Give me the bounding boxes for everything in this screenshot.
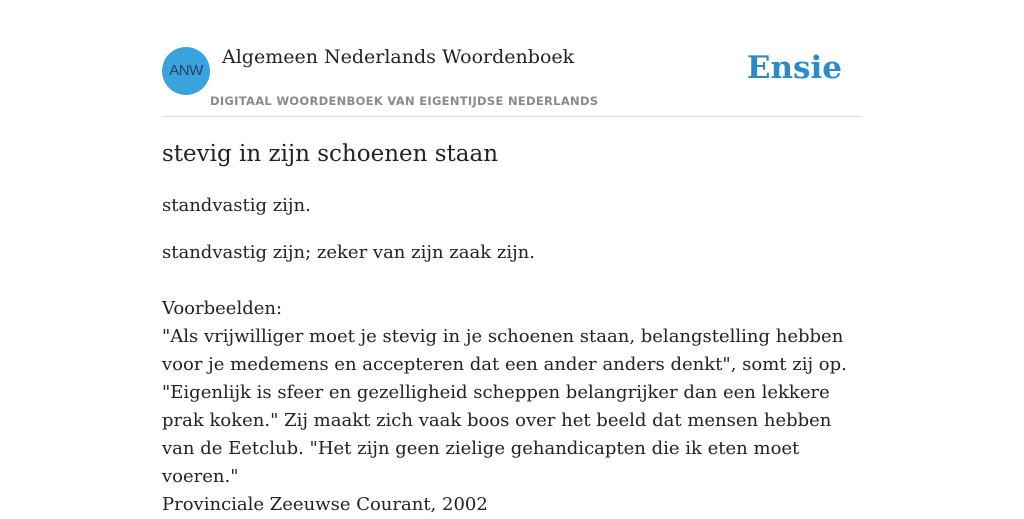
- entry-term: stevig in zijn schoenen staan: [162, 141, 499, 167]
- site-subtitle: DIGITAAL WOORDENBOEK VAN EIGENTIJDSE NEDERLANDS: [210, 94, 599, 108]
- example-source: Provinciale Zeeuwse Courant, 2002: [162, 494, 488, 515]
- entry-content: [162, 138, 867, 519]
- definition-short: standvastig zijn.: [162, 195, 311, 216]
- example-quote: "Als vrijwilliger moet je stevig in je schoenen staan, belangstelling hebben voor je medemens en accepteren dat een ander anders denkt", somt zij op. "Eigenlijk is sfeer en gezelligheid scheppen belangrijker dan een lekkere prak koken." Zij maakt zich vaak boos over het beeld dat mensen hebben van de Eetclub. "Het zijn geen zielige gehandicapten die ik eten moet voeren.": [162, 326, 847, 487]
- examples-heading: Voorbeelden:: [162, 298, 283, 319]
- site-header: [162, 44, 862, 117]
- anw-logo[interactable]: ANW: [162, 47, 210, 95]
- examples-section: [162, 295, 867, 519]
- ensie-brand-logo[interactable]: Ensie: [746, 50, 842, 86]
- site-title[interactable]: Algemeen Nederlands Woordenboek: [222, 46, 575, 68]
- definition-full: standvastig zijn; zeker van zijn zaak zijn.: [162, 242, 535, 263]
